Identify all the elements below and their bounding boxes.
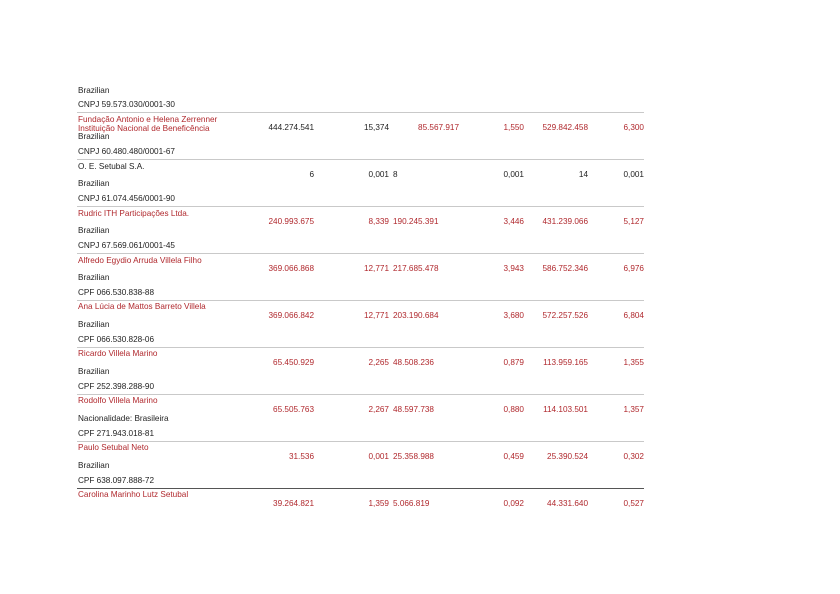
cell-v1: 240.993.675 [268,217,314,226]
cell-v3: 203.190.684 [393,311,439,320]
cell-v4: 0,879 [503,358,524,367]
cell-v1: 65.450.929 [273,358,314,367]
row-id: CPF 066.530.828-06 [78,334,155,344]
row-name: Rodolfo Villela Marino [78,396,158,405]
row-nationality: Brazilian [78,320,110,329]
top-nationality: Brazilian [78,86,110,95]
row-nationality: Brazilian [78,273,110,282]
row-divider [77,112,644,113]
cell-v5: 529.842.458 [542,123,588,132]
cell-v3: 190.245.391 [393,217,439,226]
cell-v2: 12,771 [363,311,389,320]
cell-v5: 14 [578,170,588,179]
cell-v5: 586.752.346 [542,264,588,273]
row-name: Carolina Marinho Lutz Setubal [78,490,189,499]
row-nationality: Brazilian [78,461,110,470]
row-divider [77,394,644,395]
cell-v3: 85.567.917 [418,123,459,132]
row-divider [77,253,644,254]
row-id: CPF 066.530.838-88 [78,287,155,297]
row-nationality: Brazilian [78,179,110,188]
row-name: Ana Lúcia de Mattos Barreto Villela [78,302,206,311]
cell-v4: 0,092 [503,499,524,508]
row-divider [77,206,644,207]
cell-v2: 0,001 [368,170,389,179]
cell-v6: 0,302 [623,452,644,461]
cell-v5: 44.331.640 [547,499,588,508]
row-name: Paulo Setubal Neto [78,443,149,452]
row-id: CNPJ 61.074.456/0001-90 [78,193,175,203]
row-name: Alfredo Egydio Arruda Villela Filho [78,256,202,265]
cell-v6: 1,355 [623,358,644,367]
row-nationality: Brazilian [78,132,110,141]
row-divider [77,488,644,489]
row-nationality: Brazilian [78,367,110,376]
cell-v3: 25.358.988 [393,452,434,461]
cell-v2: 0,001 [368,452,389,461]
cell-v4: 0,459 [503,452,524,461]
cell-v6: 1,357 [623,405,644,414]
cell-v5: 431.239.066 [542,217,588,226]
row-divider [77,441,644,442]
row-name: O. E. Setubal S.A. [78,162,145,171]
cell-v4: 0,880 [503,405,524,414]
row-id: CPF 271.943.018-81 [78,428,155,438]
cell-v6: 5,127 [623,217,644,226]
row-id: CNPJ 60.480.480/0001-67 [78,146,175,156]
cell-v1: 444.274.541 [268,123,314,132]
cell-v3: 48.508.236 [393,358,434,367]
cell-v6: 0,001 [623,170,644,179]
row-divider [77,159,644,160]
cell-v4: 0,001 [503,170,524,179]
cell-v3: 5.066.819 [393,499,430,508]
cell-v2: 2,265 [368,358,389,367]
cell-v3: 8 [393,170,398,179]
row-name: Rudric ITH Participações Ltda. [78,209,190,218]
row-id: CNPJ 67.569.061/0001-45 [78,240,175,250]
cell-v4: 3,446 [503,217,524,226]
cell-v5: 572.257.526 [542,311,588,320]
row-id: CPF 252.398.288-90 [78,381,155,391]
row-divider [77,300,644,301]
cell-v2: 1,359 [368,499,389,508]
cell-v5: 25.390.524 [547,452,588,461]
cell-v1: 369.066.868 [268,264,314,273]
row-name: Ricardo Villela Marino [78,349,158,358]
cell-v1: 31.536 [288,452,314,461]
cell-v6: 6,976 [623,264,644,273]
row-id: CPF 638.097.888-72 [78,475,155,485]
cell-v5: 113.959.165 [543,358,588,367]
cell-v4: 3,943 [503,264,524,273]
cell-v6: 0,527 [623,499,644,508]
cell-v2: 15,374 [363,123,389,132]
cell-v4: 1,550 [503,123,524,132]
top-id: CNPJ 59.573.030/0001-30 [78,100,175,109]
cell-v6: 6,300 [623,123,644,132]
cell-v6: 6,804 [623,311,644,320]
row-nationality: Nacionalidade: Brasileira [78,414,169,423]
row-divider [77,347,644,348]
cell-v4: 3,680 [503,311,524,320]
cell-v2: 12,771 [363,264,389,273]
cell-v1: 369.066.842 [268,311,314,320]
row-name: Instituição Nacional de Beneficência [78,123,210,133]
row-nationality: Brazilian [78,226,110,235]
cell-v1: 39.264.821 [273,499,314,508]
cell-v2: 8,339 [368,217,389,226]
cell-v2: 2,267 [368,405,389,414]
cell-v1: 6 [309,170,314,179]
cell-v3: 217.685.478 [393,264,439,273]
cell-v5: 114.103.501 [543,405,588,414]
cell-v3: 48.597.738 [393,405,434,414]
cell-v1: 65.505.763 [273,405,314,414]
row-name: Fundação Antonio e Helena Zerrenner [78,115,218,124]
